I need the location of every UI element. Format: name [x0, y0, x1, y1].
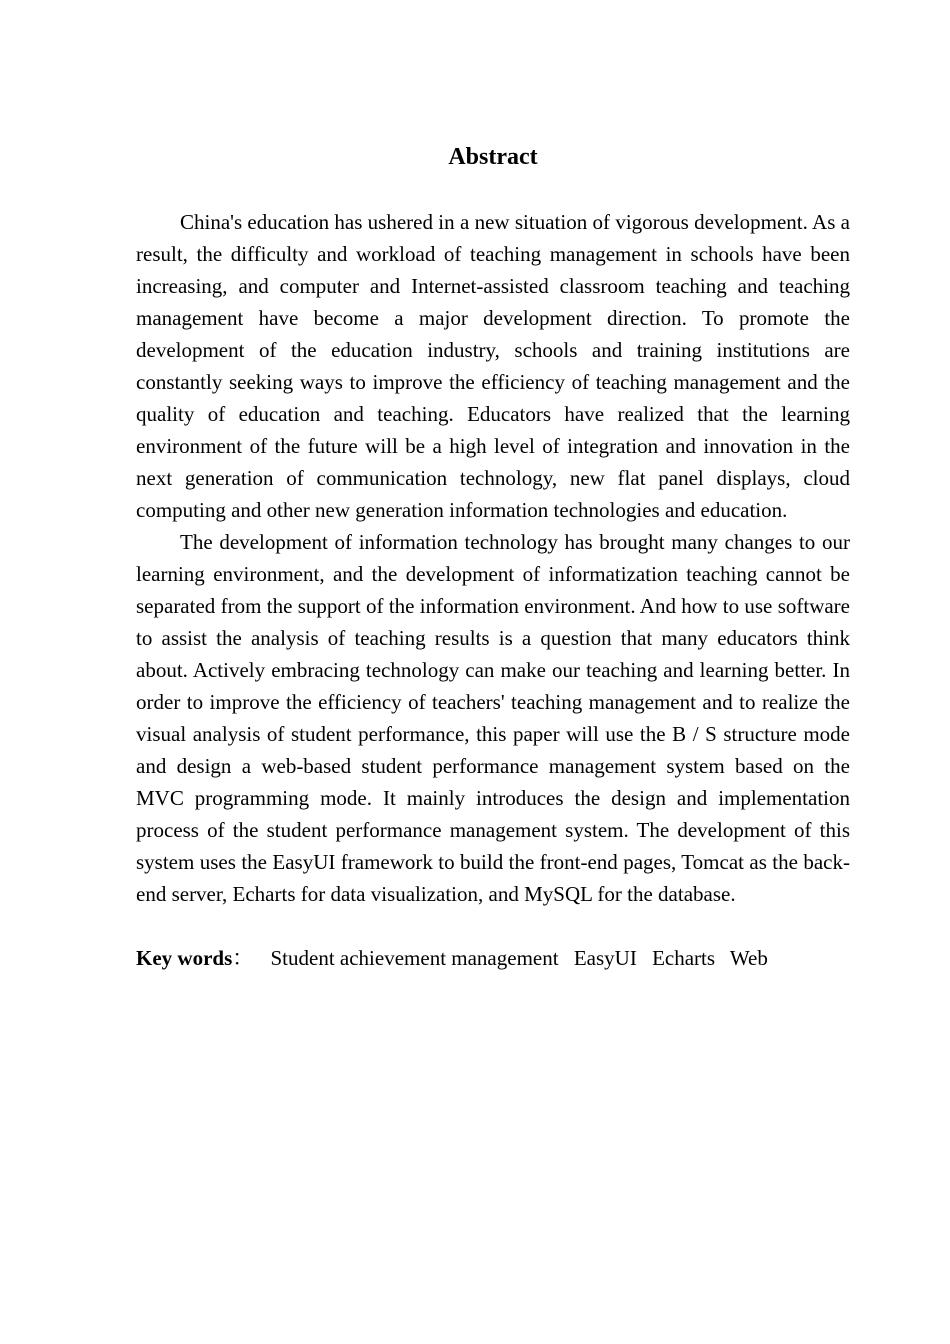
- keywords-line: [136, 942, 850, 974]
- keyword-item: Student achievement management: [270, 946, 559, 970]
- abstract-title: Abstract: [448, 144, 538, 170]
- abstract-page: [136, 140, 850, 974]
- abstract-paragraph-2: The development of information technology has brought many changes to our learning environment, and the development of informatization teaching cannot be separated from the support of the information environment. And how to use software to assist the analysis of teaching results is a question that many educators think about. Actively embracing technology can make our teaching and learning better. In order to improve the efficiency of teachers' teaching management and to realize the visual analysis of student performance, this paper will use the B / S structure mode and design a web-based student performance management system based on the MVC programming mode. It mainly introduces the design and implementation process of the student performance management system. The development of this system uses the EasyUI framework to build the front-end pages, Tomcat as the back-end server, Echarts for data visualization, and MySQL for the database.: [136, 530, 850, 906]
- abstract-paragraph-1: China's education has ushered in a new situation of vigorous development. As a result, the difficulty and workload of teaching management in schools have been increasing, and computer and Internet-assisted classroom teaching and teaching management have become a major development direction. To promote the development of the education industry, schools and training institutions are constantly seeking ways to improve the efficiency of teaching management and the quality of education and teaching. Educators have realized that the learning environment of the future will be a high level of integration and innovation in the next generation of communication technology, new flat panel displays, cloud computing and other new generation information technologies and education.: [136, 210, 850, 522]
- keyword-item: EasyUI: [573, 946, 637, 970]
- keyword-item: Echarts: [652, 946, 716, 970]
- keywords-label: Key words: [136, 946, 233, 970]
- keywords-colon: ：: [232, 946, 254, 970]
- keyword-item: Web: [729, 946, 768, 970]
